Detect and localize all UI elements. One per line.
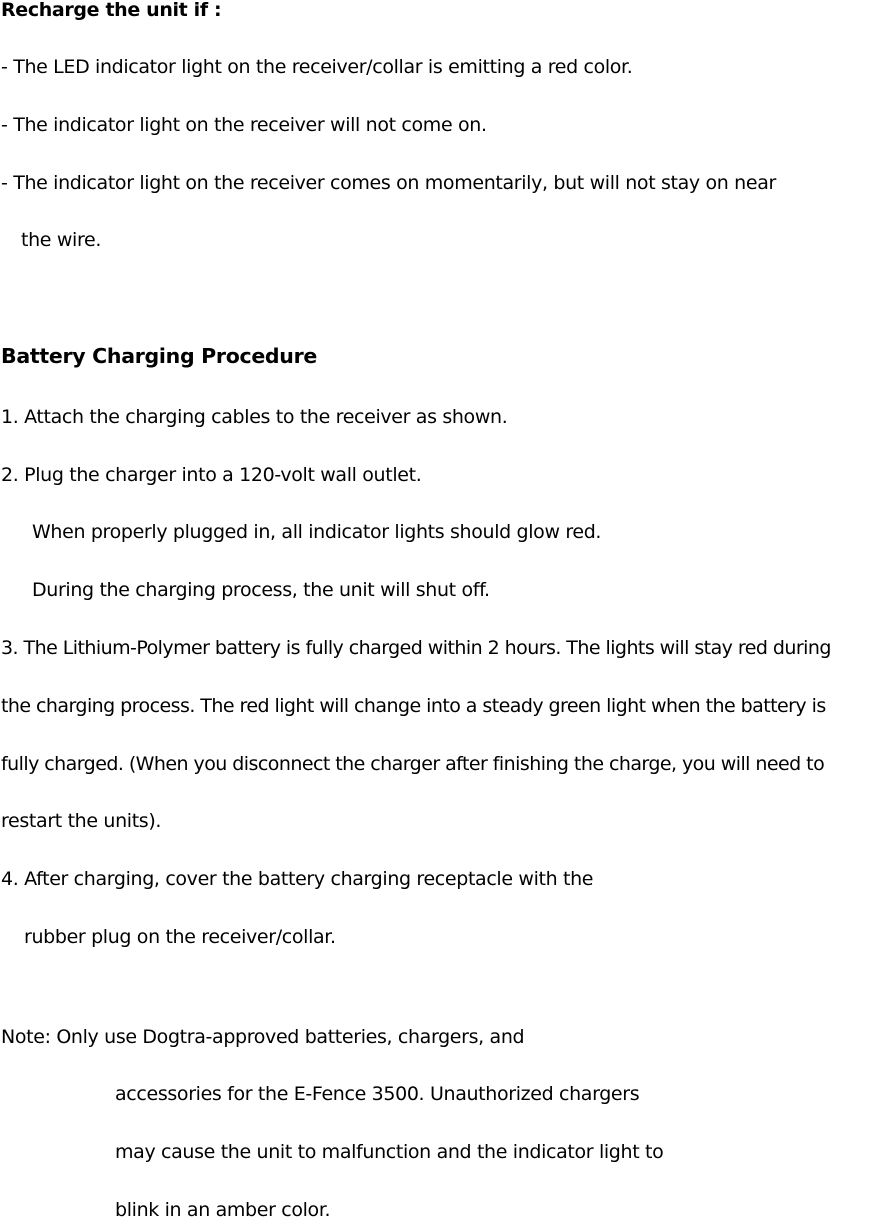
recharge-item-momentary: - The indicator light on the receiver comes on momentarily, but will not stay on near [1, 172, 776, 194]
procedure-step-2-note-shutoff: During the charging process, the unit will shut off. [32, 579, 490, 601]
recharge-heading: Recharge the unit if : [1, 0, 222, 21]
procedure-step-2: 2. Plug the charger into a 120-volt wall outlet. [1, 464, 422, 486]
procedure-step-3-line-4: restart the units). [1, 810, 162, 832]
procedure-step-3-line-3: fully charged. (When you disconnect the charger after finishing the charge, you will need to [1, 753, 825, 775]
procedure-step-2-note-glow: When properly plugged in, all indicator lights should glow red. [32, 521, 602, 543]
recharge-item-no-light: - The indicator light on the receiver will not come on. [1, 114, 487, 136]
note-line-2: accessories for the E-Fence 3500. Unauthorized chargers [115, 1083, 640, 1105]
note-line-1: Note: Only use Dogtra-approved batteries, chargers, and [1, 1026, 525, 1048]
note-line-3: may cause the unit to malfunction and the indicator light to [115, 1141, 664, 1163]
procedure-step-3-line-1: 3. The Lithium-Polymer battery is fully charged within 2 hours. The lights will stay red during [1, 637, 831, 659]
procedure-step-4-line-2: rubber plug on the receiver/collar. [24, 926, 336, 948]
procedure-step-1: 1. Attach the charging cables to the receiver as shown. [1, 406, 508, 428]
recharge-item-momentary-cont: the wire. [21, 229, 102, 251]
recharge-item-led-red: - The LED indicator light on the receiver/collar is emitting a red color. [1, 56, 633, 78]
procedure-heading: Battery Charging Procedure [1, 344, 318, 368]
note-line-4: blink in an amber color. [115, 1199, 331, 1221]
procedure-step-4-line-1: 4. After charging, cover the battery charging receptacle with the [1, 868, 594, 890]
procedure-step-3-line-2: the charging process. The red light will change into a steady green light when the battery is [1, 695, 826, 717]
